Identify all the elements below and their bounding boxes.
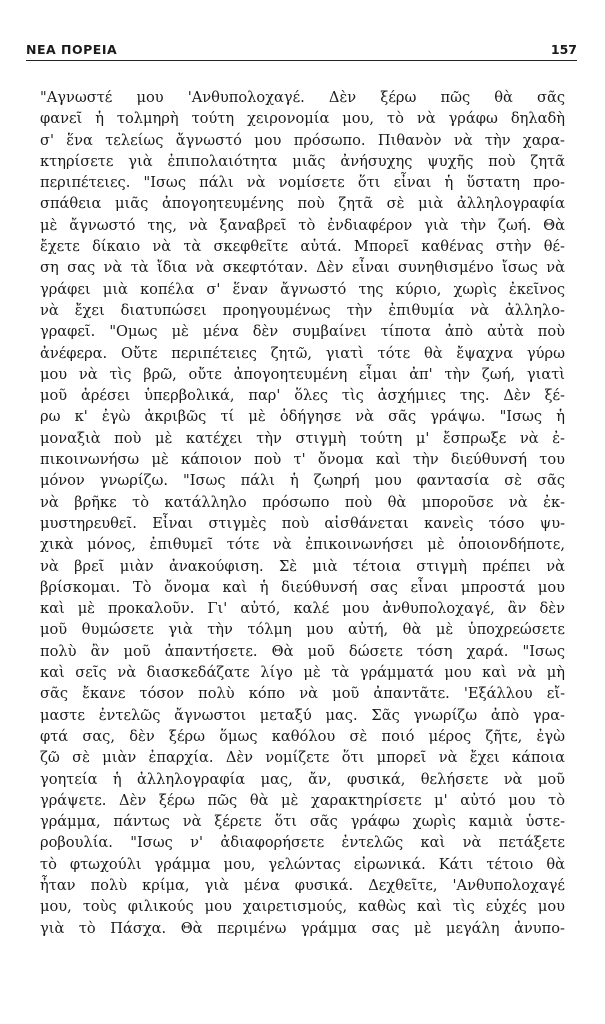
text-line: μυστηρευθεῖ. Εἶναι στιγμὲς ποὺ αἰσθάνεται κανεὶς τόσο ψυ- [40, 514, 565, 532]
text-line: σᾶς ἔκανε τόσον πολὺ κόπο νὰ μοῦ ἀπαντᾶτε. 'Εξάλλου εἴ- [40, 685, 565, 703]
running-title: ΝΕΑ ΠΟΡΕΙΑ [26, 42, 118, 57]
text-line: μου νὰ τὶς βρῶ, οὔτε ἀπογοητευμένη εἶμαι ἀπ' τὴν ζωή, γιατὶ [40, 365, 565, 383]
text-line: καὶ σεῖς νὰ διασκεδάζατε λίγο μὲ τὰ γράμματά μου καὶ νὰ μὴ [40, 664, 565, 682]
text-line: σ' ἕνα τελείως ἄγνωστό μου πρόσωπο. Πιθανὸν νὰ τὴν χαρα- [40, 131, 565, 149]
letter-body-text [40, 87, 565, 939]
text-line: γράμμα, πάντως νὰ ξέρετε ὅτι σᾶς γράφω χωρὶς καμιὰ ὑστε- [40, 813, 565, 831]
text-line: φανεῖ ἡ τολμηρὴ τούτη χειρονομία μου, τὸ νὰ γράφω δηλαδὴ [40, 110, 565, 128]
text-line: "Αγνωστέ μου 'Ανθυπολοχαγέ. Δὲν ξέρω πῶς θὰ σᾶς [40, 89, 565, 106]
text-line: μὲ ἄγνωστό της, νὰ ξαναβρεῖ τὸ ἐνδιαφέρον γιὰ τὴν ζωή. Θὰ [40, 216, 565, 234]
text-line: πολὺ ἂν μοῦ ἀπαντήσετε. Θὰ μοῦ δώσετε τόση χαρά. "Ισως [40, 642, 565, 660]
text-line: βρίσκομαι. Τὸ ὄνομα καὶ ἡ διεύθυνσή σας εἶναι μπροστά μου [40, 578, 565, 596]
running-header [26, 40, 577, 61]
text-line: μοῦ θυμώσετε γιὰ τὴν τόλμη μου αὐτή, θὰ μὲ ὑποχρεώσετε [40, 621, 565, 639]
text-line: πικοινωνήσω μὲ κάποιον ποὺ τ' ὄνομα καὶ τὴν διεύθυνσή του [40, 451, 565, 469]
text-line: ἔχετε δίκαιο νὰ τὰ σκεφθεῖτε αὐτά. Μπορεῖ καθένας στὴν θέ- [40, 238, 565, 256]
text-line: γοητεία ἡ ἀλληλογραφία μας, ἄν, φυσικά, θελήσετε νὰ μοῦ [40, 770, 565, 788]
text-line: μαστε ἐντελῶς ἄγνωστοι μεταξύ μας. Σᾶς γνωρίζω ἀπὸ γρα- [40, 706, 565, 724]
text-line: ροβουλία. "Ισως ν' ἀδιαφορήσετε ἐντελῶς καὶ νὰ πετάξετε [40, 834, 565, 852]
text-line: νὰ βρεῖ μιὰν ἀνακούφιση. Σὲ μιὰ τέτοια στιγμὴ πρέπει νὰ [40, 557, 565, 575]
text-line: γράφει μιὰ κοπέλα σ' ἕναν ἄγνωστό της κύριο, χωρὶς ἐκεῖνος [40, 280, 565, 298]
text-line: περιπέτειες. "Ισως πάλι νὰ νομίσετε ὅτι εἶναι ἡ ὕστατη προ- [40, 174, 565, 192]
text-line: νὰ βρῆκε τὸ κατάλληλο πρόσωπο ποὺ θὰ μποροῦσε νὰ ἐκ- [40, 493, 565, 511]
text-line: μοναξιὰ ποὺ μὲ κατέχει τὴν στιγμὴ τούτη μ' ἔσπρωξε νὰ ἐ- [40, 429, 565, 447]
text-line: ἦταν πολὺ κρίμα, γιὰ μένα φυσικά. Δεχθεῖτε, 'Ανθυπολοχαγέ [40, 876, 565, 894]
page-number: 157 [550, 42, 577, 57]
text-line: ζῶ σὲ μιὰν ἐπαρχία. Δὲν νομίζετε ὅτι μπορεῖ νὰ ἔχει κάποια [40, 749, 565, 767]
text-line: γιὰ τὸ Πάσχα. Θὰ περιμένω γράμμα σας μὲ μεγάλη ἀνυπο- [40, 919, 565, 937]
text-line: κτηρίσετε γιὰ ἐπιπολαιότητα μιᾶς ἀνήσυχης ψυχῆς ποὺ ζητᾶ [40, 152, 565, 170]
text-line: νὰ ἔχει διατυπώσει προηγουμένως τὴν ἐπιθυμία νὰ ἀλληλο- [40, 301, 565, 319]
text-line: χικὰ μόνος, ἐπιθυμεῖ τότε νὰ ἐπικοινωνήσει μὲ ὁποιονδήποτε, [40, 536, 565, 554]
text-line: γραφεῖ. "Ομως μὲ μένα δὲν συμβαίνει τίποτα ἀπὸ αὐτὰ ποὺ [40, 323, 565, 341]
text-line: μοῦ ἀρέσει ὑπερβολικά, παρ' ὅλες τὶς ἀσχήμιες της. Δὲν ξέ- [40, 387, 565, 405]
text-line: μου, τοὺς φιλικούς μου χαιρετισμούς, καθὼς καὶ τὶς εὐχές μου [40, 898, 565, 916]
text-line: καὶ μὲ προκαλοῦν. Γι' αὐτό, καλέ μου ἀνθυπολοχαγέ, ἂν δὲν [40, 600, 565, 618]
text-line: τὸ φτωχούλι γράμμα μου, γελώντας εἰρωνικά. Κάτι τέτοιο θὰ [40, 855, 565, 873]
text-line: ἀνέφερα. Οὔτε περιπέτειες ζητῶ, γιατὶ τότε θὰ ἔψαχνα γύρω [40, 344, 565, 362]
text-line: σπάθεια μιᾶς ἀπογοητευμένης ποὺ ζητᾶ σὲ μιὰ ἀλληλογραφία [40, 195, 565, 213]
text-line: ρω κ' ἐγὼ ἀκριβῶς τί μὲ ὁδήγησε νὰ σᾶς γράψω. "Ισως ἡ [40, 408, 565, 426]
text-line: φτά σας, δὲν ξέρω ὅμως καθόλου σὲ ποιό μέρος ζῆτε, ἐγὼ [40, 727, 565, 745]
text-line: γράψετε. Δὲν ξέρω πῶς θὰ μὲ χαρακτηρίσετε μ' αὐτό μου τὸ [40, 791, 565, 809]
text-line: ση σας νὰ τὰ ἴδια νὰ σκεφτόταν. Δὲν εἶναι συνηθισμένο ἴσως νὰ [40, 259, 565, 277]
text-line: μόνον γνωρίζω. "Ισως πάλι ἡ ζωηρή μου φαντασία σὲ σᾶς [40, 472, 565, 490]
